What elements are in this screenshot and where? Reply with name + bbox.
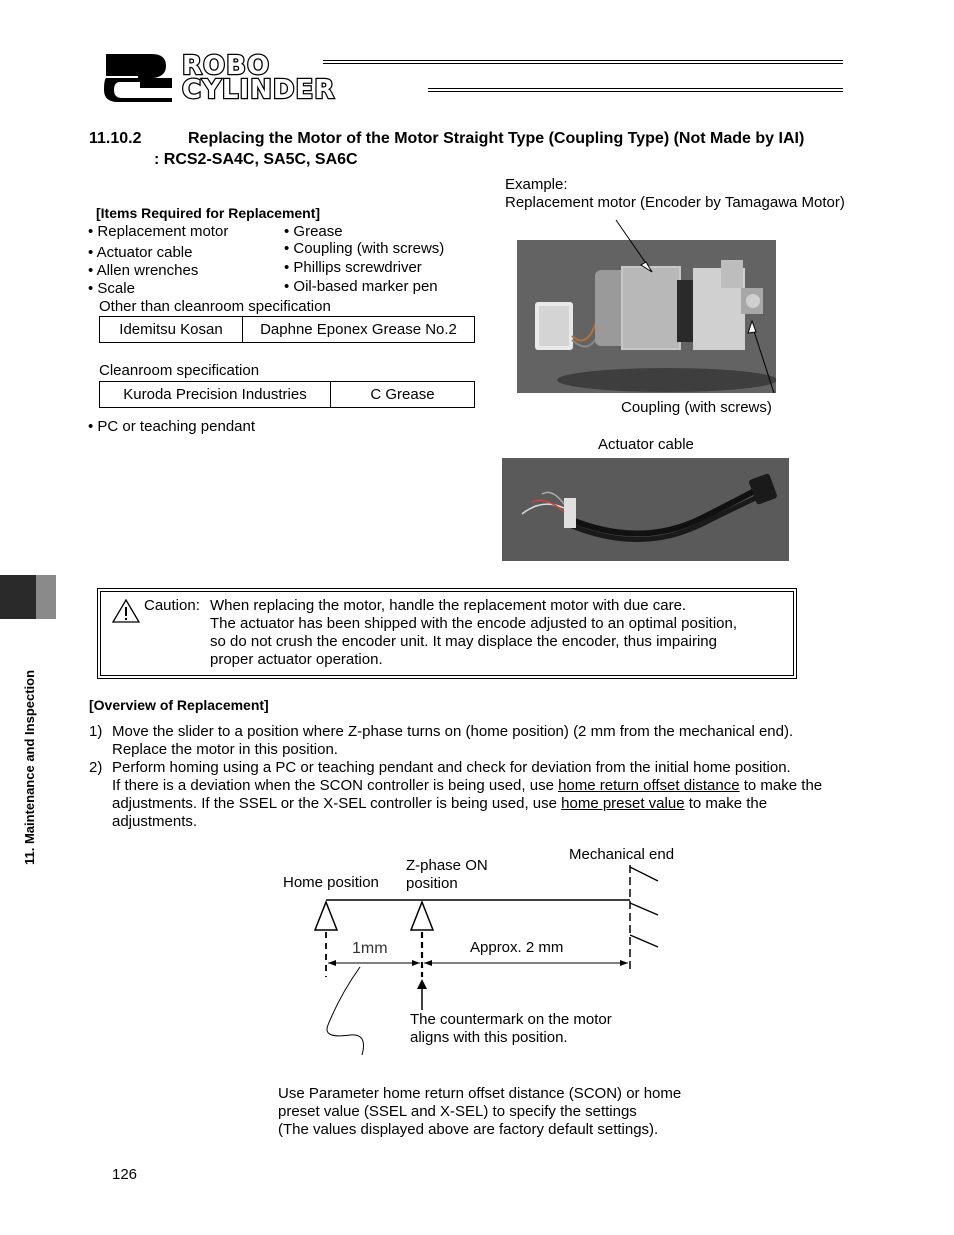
step-text: Move the slider to a position where Z-phase turns on (home position) (2 mm from the mechanical end). [112,723,794,740]
table-cell: Daphne Eponex Grease No.2 [243,317,475,343]
step-text: adjustments. [112,813,198,830]
step-number: 2) [89,759,103,776]
warning-icon [111,598,141,624]
section-number: 11.10.2 [89,130,142,147]
parameter-note: (The values displayed above are factory default settings). [278,1121,659,1138]
chapter-tab [0,575,36,619]
parameter-note: Use Parameter home return offset distance (SCON) or home [278,1085,682,1102]
example-caption: Replacement motor (Encoder by Tamagawa Motor) [505,194,845,211]
list-item: • Actuator cable [88,244,193,261]
clean-spec-label: Cleanroom specification [99,362,260,379]
caution-line: proper actuator operation. [210,651,383,668]
zphase-label: Z-phase ON [406,857,488,874]
page-number: 126 [112,1166,138,1183]
one-mm-label: 1mm [352,940,388,957]
other-spec-table [99,316,475,343]
list-item: • Allen wrenches [88,262,199,279]
logo-rule-top [323,60,843,64]
countermark-note: The countermark on the motor [410,1011,612,1028]
coupling-caption: Coupling (with screws) [621,399,772,416]
step-number: 1) [89,723,103,740]
logo-robo: ROBO [182,51,271,81]
example-label: Example: [505,176,568,193]
rc-logo-mark [100,52,180,104]
home-return-offset-link: home return offset distance [558,777,740,794]
caution-line: The actuator has been shipped with the encode adjusted to an optimal position, [210,615,738,632]
overview-heading: [Overview of Replacement] [89,697,269,713]
list-item: • Grease [284,223,343,240]
clean-spec-table [99,381,475,408]
list-item: • Oil-based marker pen [284,278,438,295]
cable-caption: Actuator cable [598,436,694,453]
step-text: Perform homing using a PC or teaching pendant and check for deviation from the initial home position. [112,759,791,776]
home-position-label: Home position [283,874,379,891]
countermark-note: aligns with this position. [410,1029,568,1046]
list-item: • Replacement motor [88,223,229,240]
logo-cylinder: CYLINDER [182,75,336,105]
parameter-note: preset value (SSEL and X-SEL) to specify the settings [278,1103,637,1120]
table-cell: Idemitsu Kosan [100,317,243,343]
logo-rule-bottom [428,88,843,92]
section-title: Replacing the Motor of the Motor Straight Type (Coupling Type) (Not Made by IAI) [188,130,805,147]
section-subtitle: : RCS2-SA4C, SA5C, SA6C [154,151,358,168]
chapter-tab-edge [36,575,56,619]
items-heading: [Items Required for Replacement] [96,205,321,221]
list-item: • PC or teaching pendant [88,418,256,435]
step-text: Replace the motor in this position. [112,741,338,758]
table-cell: C Grease [331,382,475,408]
chapter-side-label: 11. Maintenance and Inspection [22,669,37,865]
other-spec-label: Other than cleanroom specification [99,298,331,315]
step-text: If there is a deviation when the SCON controller is being used, use home return offset distance to make the [112,777,823,794]
table-cell: Kuroda Precision Industries [100,382,331,408]
caution-label: Caution: [144,597,200,614]
list-item: • Coupling (with screws) [284,240,445,257]
list-item: • Scale [88,280,135,297]
motor-arrows [600,215,780,400]
list-item: • Phillips screwdriver [284,259,422,276]
caution-line: so do not crush the encoder unit. It may displace the encoder, thus impairing [210,633,717,650]
caution-line: When replacing the motor, handle the replacement motor with due care. [210,597,687,614]
home-preset-value-link: home preset value [561,795,685,812]
approx-label: Approx. 2 mm [470,939,564,956]
cable-photo [502,458,789,561]
step-text: adjustments. If the SSEL or the X-SEL controller is being used, use home preset value to make the [112,795,768,812]
zphase-label: position [406,875,458,892]
mechanical-end-label: Mechanical end [569,846,675,863]
